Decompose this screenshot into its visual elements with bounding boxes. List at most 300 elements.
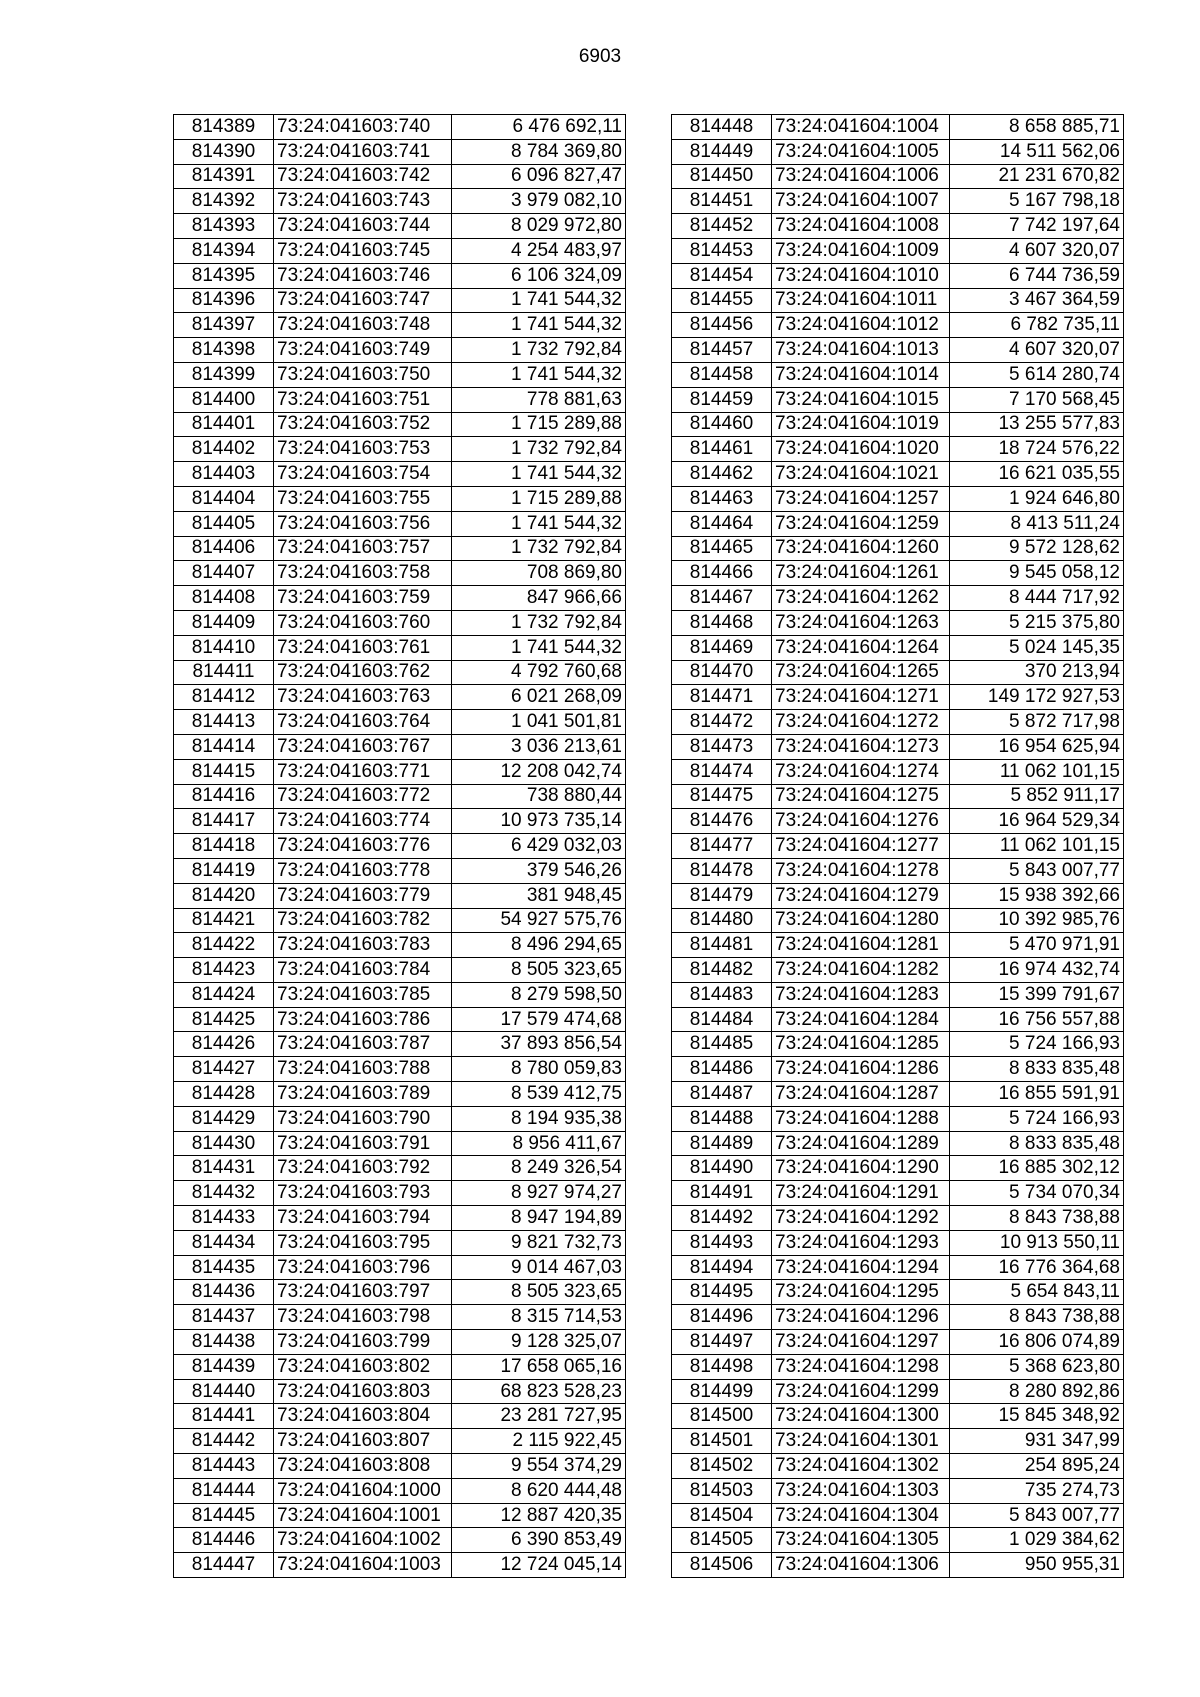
table-row bbox=[672, 958, 1124, 983]
cadastral-value-cell: 8 539 412,75 bbox=[452, 1082, 626, 1107]
table-row bbox=[672, 1131, 1124, 1156]
cadastral-value-cell: 931 347,99 bbox=[950, 1429, 1124, 1454]
table-row bbox=[672, 263, 1124, 288]
record-number-cell: 814505 bbox=[672, 1528, 772, 1553]
cadastral-value-cell: 16 885 302,12 bbox=[950, 1156, 1124, 1181]
record-number-cell: 814498 bbox=[672, 1354, 772, 1379]
cadastral-number-cell: 73:24:041603:803 bbox=[274, 1379, 452, 1404]
right-register-body bbox=[672, 115, 1124, 1578]
table-row bbox=[672, 734, 1124, 759]
table-row bbox=[672, 635, 1124, 660]
table-row bbox=[672, 908, 1124, 933]
cadastral-value-cell: 4 792 760,68 bbox=[452, 660, 626, 685]
cadastral-value-cell: 16 855 591,91 bbox=[950, 1082, 1124, 1107]
cadastral-value-cell: 8 833 835,48 bbox=[950, 1057, 1124, 1082]
table-row bbox=[174, 1379, 626, 1404]
table-row bbox=[672, 164, 1124, 189]
record-number-cell: 814407 bbox=[174, 561, 274, 586]
record-number-cell: 814472 bbox=[672, 710, 772, 735]
table-row bbox=[672, 610, 1124, 635]
cadastral-number-cell: 73:24:041604:1011 bbox=[772, 288, 950, 313]
cadastral-number-cell: 73:24:041604:1014 bbox=[772, 362, 950, 387]
cadastral-number-cell: 73:24:041604:1002 bbox=[274, 1528, 452, 1553]
cadastral-number-cell: 73:24:041603:783 bbox=[274, 933, 452, 958]
cadastral-number-cell: 73:24:041603:751 bbox=[274, 387, 452, 412]
cadastral-number-cell: 73:24:041604:1261 bbox=[772, 561, 950, 586]
cadastral-number-cell: 73:24:041603:799 bbox=[274, 1330, 452, 1355]
cadastral-number-cell: 73:24:041604:1278 bbox=[772, 858, 950, 883]
table-row bbox=[174, 1330, 626, 1355]
record-number-cell: 814497 bbox=[672, 1330, 772, 1355]
cadastral-number-cell: 73:24:041603:793 bbox=[274, 1181, 452, 1206]
record-number-cell: 814490 bbox=[672, 1156, 772, 1181]
cadastral-number-cell: 73:24:041603:740 bbox=[274, 115, 452, 140]
cadastral-value-cell: 37 893 856,54 bbox=[452, 1032, 626, 1057]
cadastral-value-cell: 4 607 320,07 bbox=[950, 238, 1124, 263]
cadastral-value-cell: 17 579 474,68 bbox=[452, 1007, 626, 1032]
cadastral-value-cell: 735 274,73 bbox=[950, 1478, 1124, 1503]
record-number-cell: 814431 bbox=[174, 1156, 274, 1181]
record-number-cell: 814503 bbox=[672, 1478, 772, 1503]
record-number-cell: 814422 bbox=[174, 933, 274, 958]
table-row bbox=[174, 1181, 626, 1206]
cadastral-number-cell: 73:24:041603:744 bbox=[274, 214, 452, 239]
cadastral-value-cell: 1 029 384,62 bbox=[950, 1528, 1124, 1553]
cadastral-value-cell: 5 734 070,34 bbox=[950, 1181, 1124, 1206]
cadastral-number-cell: 73:24:041604:1303 bbox=[772, 1478, 950, 1503]
record-number-cell: 814390 bbox=[174, 139, 274, 164]
cadastral-number-cell: 73:24:041603:760 bbox=[274, 610, 452, 635]
cadastral-number-cell: 73:24:041603:753 bbox=[274, 437, 452, 462]
cadastral-value-cell: 5 724 166,93 bbox=[950, 1106, 1124, 1131]
cadastral-number-cell: 73:24:041604:1287 bbox=[772, 1082, 950, 1107]
cadastral-value-cell: 8 413 511,24 bbox=[950, 511, 1124, 536]
cadastral-number-cell: 73:24:041603:789 bbox=[274, 1082, 452, 1107]
cadastral-number-cell: 73:24:041603:758 bbox=[274, 561, 452, 586]
record-number-cell: 814457 bbox=[672, 338, 772, 363]
table-row bbox=[174, 1478, 626, 1503]
cadastral-value-cell: 8 280 892,86 bbox=[950, 1379, 1124, 1404]
cadastral-value-cell: 4 254 483,97 bbox=[452, 238, 626, 263]
cadastral-value-cell: 9 014 467,03 bbox=[452, 1255, 626, 1280]
table-row bbox=[672, 387, 1124, 412]
record-number-cell: 814427 bbox=[174, 1057, 274, 1082]
cadastral-value-cell: 9 545 058,12 bbox=[950, 561, 1124, 586]
cadastral-value-cell: 5 215 375,80 bbox=[950, 610, 1124, 635]
record-number-cell: 814421 bbox=[174, 908, 274, 933]
cadastral-number-cell: 73:24:041603:792 bbox=[274, 1156, 452, 1181]
cadastral-number-cell: 73:24:041603:778 bbox=[274, 858, 452, 883]
cadastral-value-cell: 16 776 364,68 bbox=[950, 1255, 1124, 1280]
cadastral-value-cell: 8 249 326,54 bbox=[452, 1156, 626, 1181]
table-row bbox=[672, 486, 1124, 511]
table-row bbox=[174, 536, 626, 561]
record-number-cell: 814479 bbox=[672, 883, 772, 908]
cadastral-number-cell: 73:24:041604:1304 bbox=[772, 1503, 950, 1528]
record-number-cell: 814418 bbox=[174, 834, 274, 859]
cadastral-value-cell: 1 741 544,32 bbox=[452, 362, 626, 387]
record-number-cell: 814488 bbox=[672, 1106, 772, 1131]
table-row bbox=[174, 1032, 626, 1057]
cadastral-number-cell: 73:24:041604:1015 bbox=[772, 387, 950, 412]
cadastral-value-cell: 5 843 007,77 bbox=[950, 1503, 1124, 1528]
record-number-cell: 814413 bbox=[174, 710, 274, 735]
table-row bbox=[672, 1330, 1124, 1355]
cadastral-value-cell: 5 368 623,80 bbox=[950, 1354, 1124, 1379]
cadastral-number-cell: 73:24:041604:1298 bbox=[772, 1354, 950, 1379]
cadastral-value-cell: 16 806 074,89 bbox=[950, 1330, 1124, 1355]
table-row bbox=[174, 338, 626, 363]
cadastral-number-cell: 73:24:041604:1010 bbox=[772, 263, 950, 288]
record-number-cell: 814450 bbox=[672, 164, 772, 189]
cadastral-number-cell: 73:24:041603:774 bbox=[274, 809, 452, 834]
record-number-cell: 814454 bbox=[672, 263, 772, 288]
cadastral-number-cell: 73:24:041604:1019 bbox=[772, 412, 950, 437]
cadastral-value-cell: 8 947 194,89 bbox=[452, 1206, 626, 1231]
cadastral-number-cell: 73:24:041603:786 bbox=[274, 1007, 452, 1032]
table-row bbox=[672, 1181, 1124, 1206]
record-number-cell: 814436 bbox=[174, 1280, 274, 1305]
cadastral-number-cell: 73:24:041603:759 bbox=[274, 586, 452, 611]
record-number-cell: 814441 bbox=[174, 1404, 274, 1429]
table-row bbox=[174, 1131, 626, 1156]
table-row bbox=[672, 1206, 1124, 1231]
record-number-cell: 814496 bbox=[672, 1305, 772, 1330]
cadastral-number-cell: 73:24:041603:776 bbox=[274, 834, 452, 859]
table-row bbox=[174, 908, 626, 933]
record-number-cell: 814434 bbox=[174, 1230, 274, 1255]
cadastral-number-cell: 73:24:041603:802 bbox=[274, 1354, 452, 1379]
record-number-cell: 814414 bbox=[174, 734, 274, 759]
record-number-cell: 814411 bbox=[174, 660, 274, 685]
record-number-cell: 814404 bbox=[174, 486, 274, 511]
table-row bbox=[174, 1553, 626, 1578]
cadastral-value-cell: 1 741 544,32 bbox=[452, 462, 626, 487]
table-row bbox=[672, 1280, 1124, 1305]
table-row bbox=[174, 437, 626, 462]
cadastral-value-cell: 11 062 101,15 bbox=[950, 759, 1124, 784]
record-number-cell: 814460 bbox=[672, 412, 772, 437]
cadastral-number-cell: 73:24:041604:1263 bbox=[772, 610, 950, 635]
table-row bbox=[672, 883, 1124, 908]
record-number-cell: 814461 bbox=[672, 437, 772, 462]
record-number-cell: 814471 bbox=[672, 685, 772, 710]
cadastral-value-cell: 1 715 289,88 bbox=[452, 486, 626, 511]
table-row bbox=[174, 1305, 626, 1330]
cadastral-number-cell: 73:24:041604:1282 bbox=[772, 958, 950, 983]
cadastral-number-cell: 73:24:041603:764 bbox=[274, 710, 452, 735]
cadastral-number-cell: 73:24:041604:1003 bbox=[274, 1553, 452, 1578]
cadastral-number-cell: 73:24:041603:788 bbox=[274, 1057, 452, 1082]
record-number-cell: 814429 bbox=[174, 1106, 274, 1131]
record-number-cell: 814389 bbox=[174, 115, 274, 140]
cadastral-value-cell: 9 572 128,62 bbox=[950, 536, 1124, 561]
table-row bbox=[672, 1503, 1124, 1528]
table-row bbox=[174, 511, 626, 536]
record-number-cell: 814406 bbox=[174, 536, 274, 561]
record-number-cell: 814458 bbox=[672, 362, 772, 387]
record-number-cell: 814452 bbox=[672, 214, 772, 239]
record-number-cell: 814463 bbox=[672, 486, 772, 511]
cadastral-value-cell: 6 782 735,11 bbox=[950, 313, 1124, 338]
cadastral-value-cell: 5 872 717,98 bbox=[950, 710, 1124, 735]
cadastral-value-cell: 1 741 544,32 bbox=[452, 511, 626, 536]
record-number-cell: 814494 bbox=[672, 1255, 772, 1280]
cadastral-number-cell: 73:24:041604:1009 bbox=[772, 238, 950, 263]
cadastral-value-cell: 9 821 732,73 bbox=[452, 1230, 626, 1255]
table-row bbox=[672, 511, 1124, 536]
cadastral-number-cell: 73:24:041604:1020 bbox=[772, 437, 950, 462]
table-row bbox=[174, 933, 626, 958]
table-row bbox=[174, 1156, 626, 1181]
table-row bbox=[672, 1454, 1124, 1479]
cadastral-number-cell: 73:24:041603:804 bbox=[274, 1404, 452, 1429]
record-number-cell: 814480 bbox=[672, 908, 772, 933]
cadastral-value-cell: 8 927 974,27 bbox=[452, 1181, 626, 1206]
cadastral-number-cell: 73:24:041603:782 bbox=[274, 908, 452, 933]
cadastral-value-cell: 23 281 727,95 bbox=[452, 1404, 626, 1429]
record-number-cell: 814432 bbox=[174, 1181, 274, 1206]
cadastral-number-cell: 73:24:041604:1021 bbox=[772, 462, 950, 487]
cadastral-number-cell: 73:24:041603:755 bbox=[274, 486, 452, 511]
cadastral-number-cell: 73:24:041603:798 bbox=[274, 1305, 452, 1330]
record-number-cell: 814469 bbox=[672, 635, 772, 660]
cadastral-number-cell: 73:24:041604:1274 bbox=[772, 759, 950, 784]
cadastral-value-cell: 8 780 059,83 bbox=[452, 1057, 626, 1082]
record-number-cell: 814433 bbox=[174, 1206, 274, 1231]
table-row bbox=[174, 809, 626, 834]
cadastral-value-cell: 15 399 791,67 bbox=[950, 982, 1124, 1007]
record-number-cell: 814481 bbox=[672, 933, 772, 958]
record-number-cell: 814502 bbox=[672, 1454, 772, 1479]
table-row bbox=[174, 1280, 626, 1305]
cadastral-number-cell: 73:24:041604:1291 bbox=[772, 1181, 950, 1206]
table-row bbox=[174, 1057, 626, 1082]
record-number-cell: 814466 bbox=[672, 561, 772, 586]
cadastral-value-cell: 8 956 411,67 bbox=[452, 1131, 626, 1156]
table-row bbox=[174, 759, 626, 784]
cadastral-number-cell: 73:24:041603:752 bbox=[274, 412, 452, 437]
cadastral-number-cell: 73:24:041604:1262 bbox=[772, 586, 950, 611]
record-number-cell: 814482 bbox=[672, 958, 772, 983]
cadastral-number-cell: 73:24:041603:743 bbox=[274, 189, 452, 214]
record-number-cell: 814478 bbox=[672, 858, 772, 883]
cadastral-value-cell: 12 887 420,35 bbox=[452, 1503, 626, 1528]
table-row bbox=[174, 660, 626, 685]
table-row bbox=[174, 1404, 626, 1429]
table-row bbox=[672, 858, 1124, 883]
record-number-cell: 814417 bbox=[174, 809, 274, 834]
table-row bbox=[672, 536, 1124, 561]
table-row bbox=[672, 1354, 1124, 1379]
cadastral-value-cell: 5 470 971,91 bbox=[950, 933, 1124, 958]
table-row bbox=[672, 189, 1124, 214]
cadastral-value-cell: 12 208 042,74 bbox=[452, 759, 626, 784]
table-row bbox=[672, 115, 1124, 140]
record-number-cell: 814485 bbox=[672, 1032, 772, 1057]
table-row bbox=[174, 1255, 626, 1280]
table-row bbox=[672, 1429, 1124, 1454]
table-row bbox=[672, 586, 1124, 611]
cadastral-value-cell: 5 167 798,18 bbox=[950, 189, 1124, 214]
cadastral-value-cell: 15 938 392,66 bbox=[950, 883, 1124, 908]
cadastral-number-cell: 73:24:041604:1292 bbox=[772, 1206, 950, 1231]
cadastral-value-cell: 68 823 528,23 bbox=[452, 1379, 626, 1404]
table-row bbox=[174, 1230, 626, 1255]
table-row bbox=[672, 759, 1124, 784]
record-number-cell: 814470 bbox=[672, 660, 772, 685]
cadastral-value-cell: 16 964 529,34 bbox=[950, 809, 1124, 834]
table-row bbox=[174, 462, 626, 487]
record-number-cell: 814400 bbox=[174, 387, 274, 412]
cadastral-value-cell: 3 467 364,59 bbox=[950, 288, 1124, 313]
cadastral-number-cell: 73:24:041604:1273 bbox=[772, 734, 950, 759]
table-row bbox=[672, 313, 1124, 338]
table-row bbox=[174, 387, 626, 412]
cadastral-number-cell: 73:24:041603:767 bbox=[274, 734, 452, 759]
cadastral-value-cell: 2 115 922,45 bbox=[452, 1429, 626, 1454]
table-row bbox=[672, 1305, 1124, 1330]
table-row bbox=[174, 139, 626, 164]
table-row bbox=[672, 1478, 1124, 1503]
cadastral-number-cell: 73:24:041604:1305 bbox=[772, 1528, 950, 1553]
table-row bbox=[672, 462, 1124, 487]
cadastral-value-cell: 3 036 213,61 bbox=[452, 734, 626, 759]
table-row bbox=[672, 1404, 1124, 1429]
record-number-cell: 814451 bbox=[672, 189, 772, 214]
table-row bbox=[672, 660, 1124, 685]
cadastral-value-cell: 6 476 692,11 bbox=[452, 115, 626, 140]
cadastral-value-cell: 16 621 035,55 bbox=[950, 462, 1124, 487]
table-row bbox=[174, 982, 626, 1007]
cadastral-value-cell: 8 029 972,80 bbox=[452, 214, 626, 239]
record-number-cell: 814396 bbox=[174, 288, 274, 313]
cadastral-value-cell: 847 966,66 bbox=[452, 586, 626, 611]
record-number-cell: 814489 bbox=[672, 1131, 772, 1156]
table-row bbox=[672, 1379, 1124, 1404]
table-row bbox=[174, 189, 626, 214]
left-register-table bbox=[173, 114, 626, 1578]
record-number-cell: 814430 bbox=[174, 1131, 274, 1156]
cadastral-number-cell: 73:24:041603:791 bbox=[274, 1131, 452, 1156]
cadastral-value-cell: 738 880,44 bbox=[452, 784, 626, 809]
cadastral-value-cell: 9 554 374,29 bbox=[452, 1454, 626, 1479]
cadastral-number-cell: 73:24:041603:742 bbox=[274, 164, 452, 189]
cadastral-value-cell: 10 913 550,11 bbox=[950, 1230, 1124, 1255]
cadastral-value-cell: 8 658 885,71 bbox=[950, 115, 1124, 140]
cadastral-value-cell: 950 955,31 bbox=[950, 1553, 1124, 1578]
cadastral-number-cell: 73:24:041604:1277 bbox=[772, 834, 950, 859]
cadastral-number-cell: 73:24:041604:1279 bbox=[772, 883, 950, 908]
cadastral-number-cell: 73:24:041604:1007 bbox=[772, 189, 950, 214]
cadastral-value-cell: 5 724 166,93 bbox=[950, 1032, 1124, 1057]
cadastral-number-cell: 73:24:041604:1296 bbox=[772, 1305, 950, 1330]
cadastral-value-cell: 708 869,80 bbox=[452, 561, 626, 586]
cadastral-number-cell: 73:24:041604:1284 bbox=[772, 1007, 950, 1032]
table-row bbox=[174, 685, 626, 710]
table-row bbox=[174, 412, 626, 437]
record-number-cell: 814435 bbox=[174, 1255, 274, 1280]
table-row bbox=[174, 858, 626, 883]
cadastral-value-cell: 5 024 145,35 bbox=[950, 635, 1124, 660]
record-number-cell: 814393 bbox=[174, 214, 274, 239]
cadastral-value-cell: 15 845 348,92 bbox=[950, 1404, 1124, 1429]
cadastral-number-cell: 73:24:041604:1260 bbox=[772, 536, 950, 561]
cadastral-number-cell: 73:24:041603:807 bbox=[274, 1429, 452, 1454]
cadastral-number-cell: 73:24:041604:1259 bbox=[772, 511, 950, 536]
record-number-cell: 814445 bbox=[174, 1503, 274, 1528]
table-row bbox=[174, 486, 626, 511]
table-row bbox=[672, 338, 1124, 363]
cadastral-number-cell: 73:24:041603:794 bbox=[274, 1206, 452, 1231]
cadastral-value-cell: 9 128 325,07 bbox=[452, 1330, 626, 1355]
table-row bbox=[174, 958, 626, 983]
cadastral-number-cell: 73:24:041604:1012 bbox=[772, 313, 950, 338]
cadastral-value-cell: 8 843 738,88 bbox=[950, 1305, 1124, 1330]
record-number-cell: 814423 bbox=[174, 958, 274, 983]
cadastral-value-cell: 16 954 625,94 bbox=[950, 734, 1124, 759]
cadastral-number-cell: 73:24:041604:1008 bbox=[772, 214, 950, 239]
table-row bbox=[672, 1007, 1124, 1032]
record-number-cell: 814437 bbox=[174, 1305, 274, 1330]
table-row bbox=[174, 883, 626, 908]
table-row bbox=[672, 1032, 1124, 1057]
cadastral-value-cell: 379 546,26 bbox=[452, 858, 626, 883]
table-row bbox=[174, 1206, 626, 1231]
record-number-cell: 814504 bbox=[672, 1503, 772, 1528]
cadastral-value-cell: 1 732 792,84 bbox=[452, 610, 626, 635]
record-number-cell: 814412 bbox=[174, 685, 274, 710]
record-number-cell: 814397 bbox=[174, 313, 274, 338]
table-row bbox=[672, 1057, 1124, 1082]
cadastral-value-cell: 1 732 792,84 bbox=[452, 338, 626, 363]
cadastral-value-cell: 8 505 323,65 bbox=[452, 958, 626, 983]
table-row bbox=[672, 214, 1124, 239]
cadastral-number-cell: 73:24:041603:749 bbox=[274, 338, 452, 363]
record-number-cell: 814462 bbox=[672, 462, 772, 487]
cadastral-number-cell: 73:24:041603:762 bbox=[274, 660, 452, 685]
record-number-cell: 814467 bbox=[672, 586, 772, 611]
cadastral-value-cell: 6 390 853,49 bbox=[452, 1528, 626, 1553]
record-number-cell: 814448 bbox=[672, 115, 772, 140]
table-row bbox=[672, 809, 1124, 834]
record-number-cell: 814499 bbox=[672, 1379, 772, 1404]
cadastral-value-cell: 1 741 544,32 bbox=[452, 313, 626, 338]
cadastral-number-cell: 73:24:041604:1299 bbox=[772, 1379, 950, 1404]
record-number-cell: 814486 bbox=[672, 1057, 772, 1082]
record-number-cell: 814405 bbox=[174, 511, 274, 536]
cadastral-value-cell: 4 607 320,07 bbox=[950, 338, 1124, 363]
record-number-cell: 814442 bbox=[174, 1429, 274, 1454]
cadastral-value-cell: 13 255 577,83 bbox=[950, 412, 1124, 437]
table-row bbox=[672, 437, 1124, 462]
cadastral-value-cell: 5 614 280,74 bbox=[950, 362, 1124, 387]
table-row bbox=[174, 1082, 626, 1107]
left-register-body bbox=[174, 115, 626, 1578]
cadastral-value-cell: 8 496 294,65 bbox=[452, 933, 626, 958]
cadastral-value-cell: 8 784 369,80 bbox=[452, 139, 626, 164]
record-number-cell: 814394 bbox=[174, 238, 274, 263]
record-number-cell: 814395 bbox=[174, 263, 274, 288]
cadastral-number-cell: 73:24:041604:1286 bbox=[772, 1057, 950, 1082]
cadastral-value-cell: 1 732 792,84 bbox=[452, 536, 626, 561]
cadastral-number-cell: 73:24:041603:750 bbox=[274, 362, 452, 387]
cadastral-number-cell: 73:24:041604:1297 bbox=[772, 1330, 950, 1355]
record-number-cell: 814408 bbox=[174, 586, 274, 611]
cadastral-number-cell: 73:24:041603:787 bbox=[274, 1032, 452, 1057]
page-number: 6903 bbox=[578, 46, 622, 67]
cadastral-value-cell: 3 979 082,10 bbox=[452, 189, 626, 214]
